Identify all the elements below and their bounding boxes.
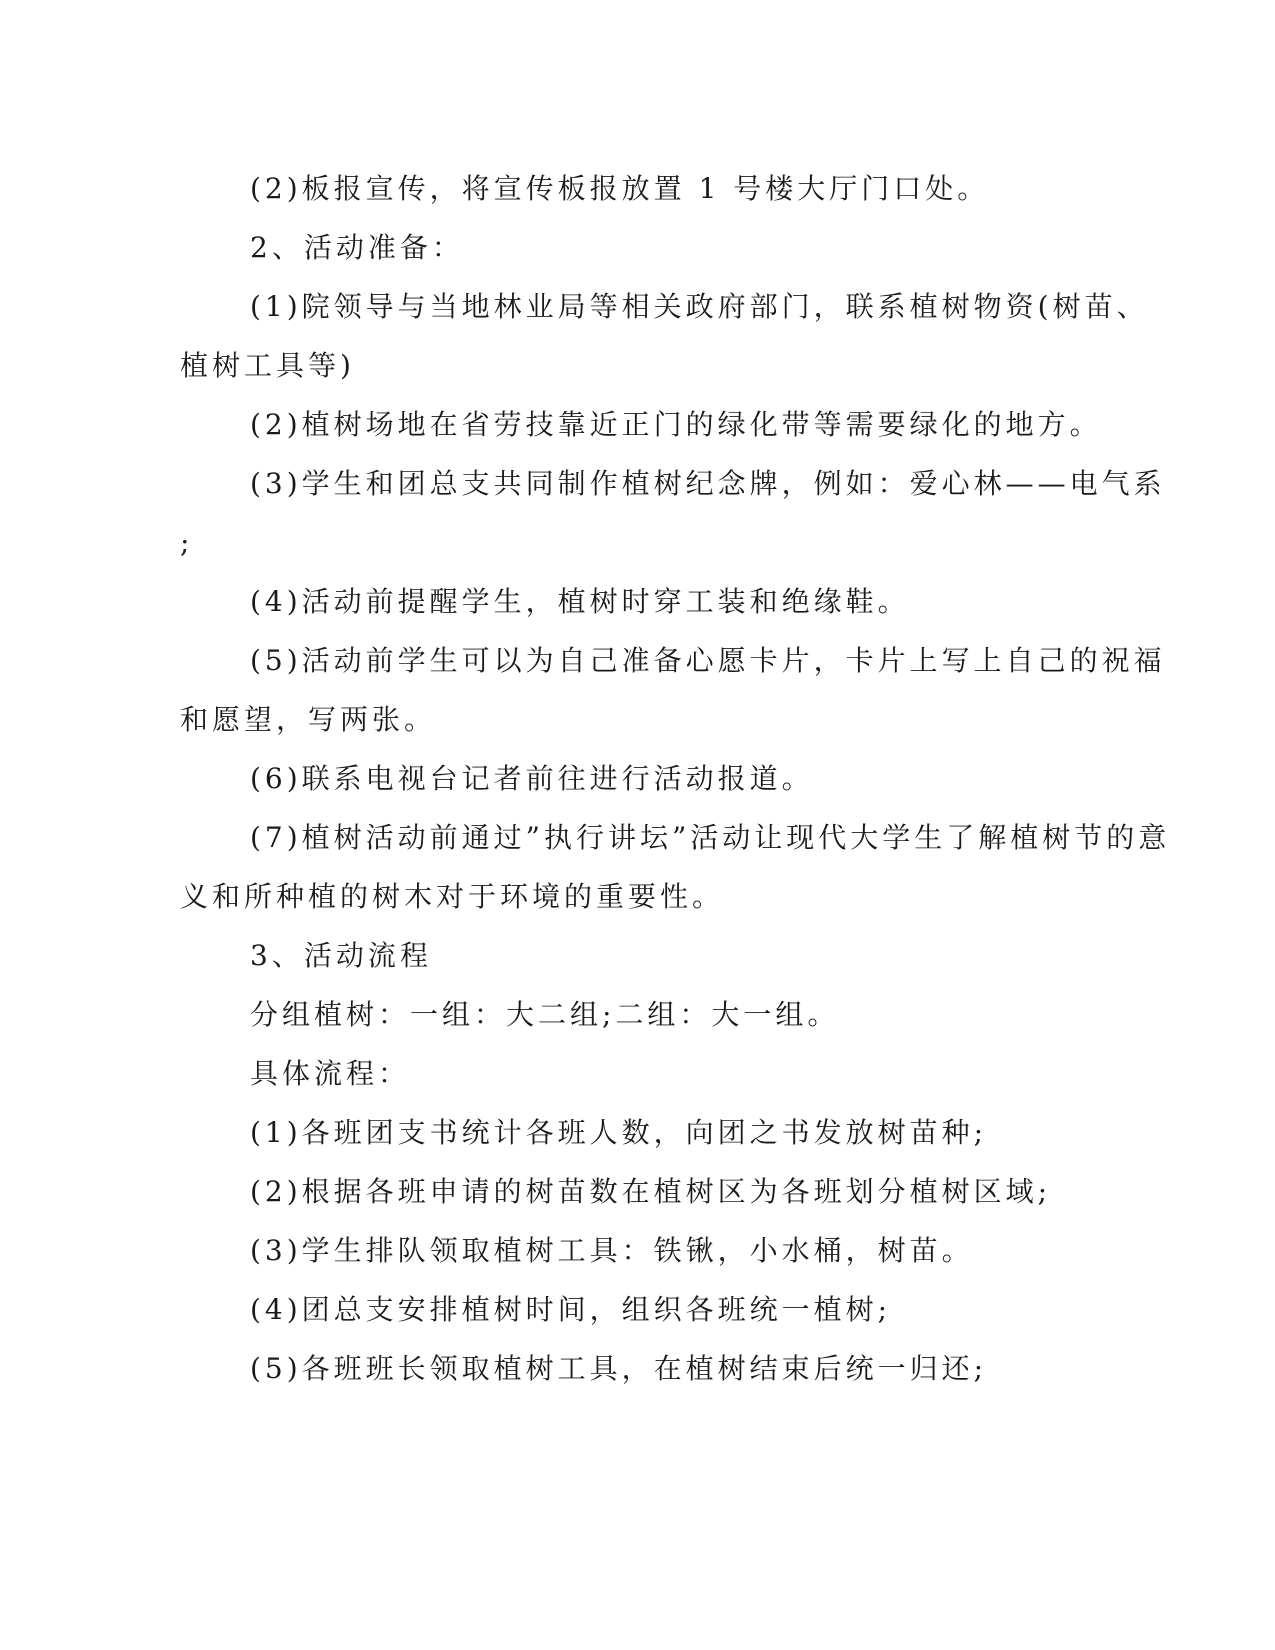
paragraph-line: ; [180,526,194,559]
paragraph-line: (6)联系电视台记者前往进行活动报道。 [250,762,814,795]
paragraph-line: (2)植树场地在省劳技靠近正门的绿化带等需要绿化的地方。 [250,408,1102,441]
paragraph-line: (4)团总支安排植树时间，组织各班统一植树; [250,1293,892,1326]
paragraph-line: (3)学生排队领取植树工具：铁锹，小水桶，树苗。 [250,1234,974,1267]
paragraph-line: (5)各班班长领取植树工具，在植树结束后统一归还; [250,1352,988,1385]
paragraph-line: 义和所种植的树木对于环境的重要性。 [180,880,725,913]
paragraph-line: 具体流程： [250,1057,411,1090]
paragraph-line: (3)学生和团总支共同制作植树纪念牌，例如：爱心林——电气系 [250,467,1166,500]
paragraph-line: 植树工具等) [180,349,355,382]
document-body [180,159,1171,1398]
paragraph-line: 分组植树：一组：大二组;二组：大一组。 [250,998,840,1031]
paragraph-line: (4)活动前提醒学生，植树时穿工装和绝缘鞋。 [250,585,910,618]
paragraph-line: (2)板报宣传，将宣传板报放置 1 号楼大厅门口处。 [250,172,990,205]
section-heading: 3、活动流程 [250,939,432,972]
paragraph-line: 和愿望，写两张。 [180,703,437,736]
paragraph-line: (1)院领导与当地林业局等相关政府部门，联系植树物资(树苗、 [250,290,1149,323]
paragraph-line: (7)植树活动前通过”执行讲坛”活动让现代大学生了解植树节的意 [250,821,1171,854]
paragraph-line: (2)根据各班申请的树苗数在植树区为各班划分植树区域; [250,1175,1052,1208]
paragraph-line: (5)活动前学生可以为自己准备心愿卡片，卡片上写上自己的祝福 [250,644,1166,677]
paragraph-line: (1)各班团支书统计各班人数，向团之书发放树苗种; [250,1116,988,1149]
section-heading: 2、活动准备： [250,231,464,264]
